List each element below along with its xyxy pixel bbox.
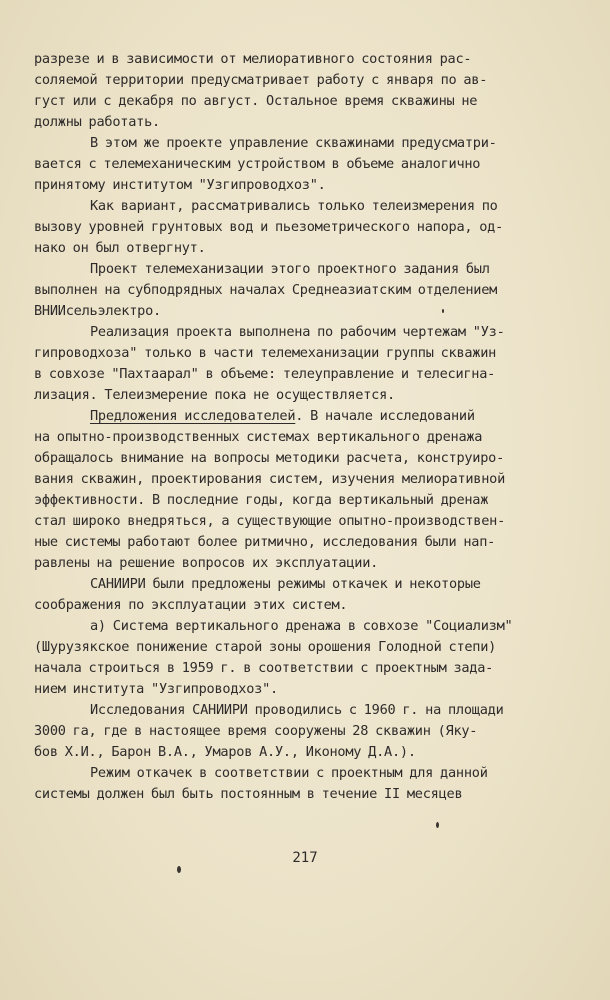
paragraph-start-line: Исследования САНИИРИ проводились с 1960 г. на площади [90, 702, 504, 718]
text-line: ВНИИсельэлектро. [34, 303, 161, 319]
text-line: бов Х.И., Барон В.А., Умаров А.У., Иконому Д.А.). [34, 744, 416, 760]
text-line: вания скважин, проектирования систем, изучения мелиоративной [34, 471, 506, 487]
text-line: на опытно-производственных системах вертикального дренажа [34, 429, 483, 445]
section-heading-line [34, 406, 574, 427]
text-line: нако он был отвергнут. [34, 240, 206, 256]
text-line: выполнен на субподрядных началах Среднеазиатским отделением [34, 282, 498, 298]
text-line: нием института "Узгипроводхоз". [34, 681, 278, 697]
text-line: вызову уровней грунтовых вод и пьезометрического напора, од- [34, 219, 504, 235]
text-line: принятому институтом "Узгипроводхоз". [34, 177, 326, 193]
text-line: . В начале исследований [295, 408, 475, 424]
paragraph-start-line: а) Система вертикального дренажа в совхозе "Социализм" [90, 618, 513, 634]
text-line: соляемой территории предусматривает работу с января по ав- [34, 72, 488, 88]
text-line: в совхозе "Пахтаарал" в объеме: телеуправление и телесигна- [34, 366, 496, 382]
ink-speck [177, 866, 181, 873]
text-line: разрезе и в зависимости от мелиоративного состояния рас- [34, 51, 472, 67]
ink-speck [442, 309, 444, 313]
text-line: эффективности. В последние годы, когда вертикальный дренаж [34, 492, 489, 508]
text-line: лизация. Телеизмерение пока не осуществляется. [34, 387, 395, 403]
text-line: ные системы работают более ритмично, исследования были нап- [34, 534, 496, 550]
paragraph-start-line: Проект телемеханизации этого проектного задания был [90, 261, 490, 277]
section-heading: Предложения исследователей [90, 408, 296, 424]
text-line: обращалось внимание на вопросы методики расчета, конструиро- [34, 450, 505, 466]
text-line: (Шурузякское понижение старой зоны орошения Голодной степи) [34, 639, 497, 655]
text-line: начала строиться в 1959 г. в соответствии с проектным зада- [34, 660, 494, 676]
text-line: 3000 га, где в настоящее время сооружены 28 скважин (Яку- [34, 723, 478, 739]
ink-speck [436, 822, 439, 828]
text-line: должны работать. [34, 114, 160, 130]
text-line: стал широко внедряться, а существующие опытно-производствен- [34, 513, 506, 529]
page-number: 217 [292, 850, 318, 866]
text-line: гипроводхоза" только в части телемеханизации группы скважин [34, 345, 497, 361]
text-line: соображения по эксплуатации этих систем. [34, 597, 348, 613]
paragraph-start-line: Как вариант, рассматривались только телеизмерения по [90, 198, 498, 214]
text-line: равлены на решение вопросов их эксплуатации. [34, 555, 379, 571]
paragraph-start-line: Режим откачек в соответствии с проектным для данной [90, 765, 488, 781]
paragraph-start-line: Реализация проекта выполнена по рабочим чертежам "Уз- [90, 324, 505, 340]
text-line: вается с телемеханическим устройством в объеме аналогично [34, 156, 481, 172]
text-line: системы должен был быть постоянным в течение II месяцев [34, 786, 463, 802]
text-line: густ или с декабря по август. Остальное время скважины не [34, 93, 478, 109]
paragraph-start-line: САНИИРИ были предложены режимы откачек и некоторые [90, 576, 481, 592]
paragraph-start-line: В этом же проекте управление скважинами предусматри- [90, 135, 497, 151]
body-text [34, 49, 574, 805]
